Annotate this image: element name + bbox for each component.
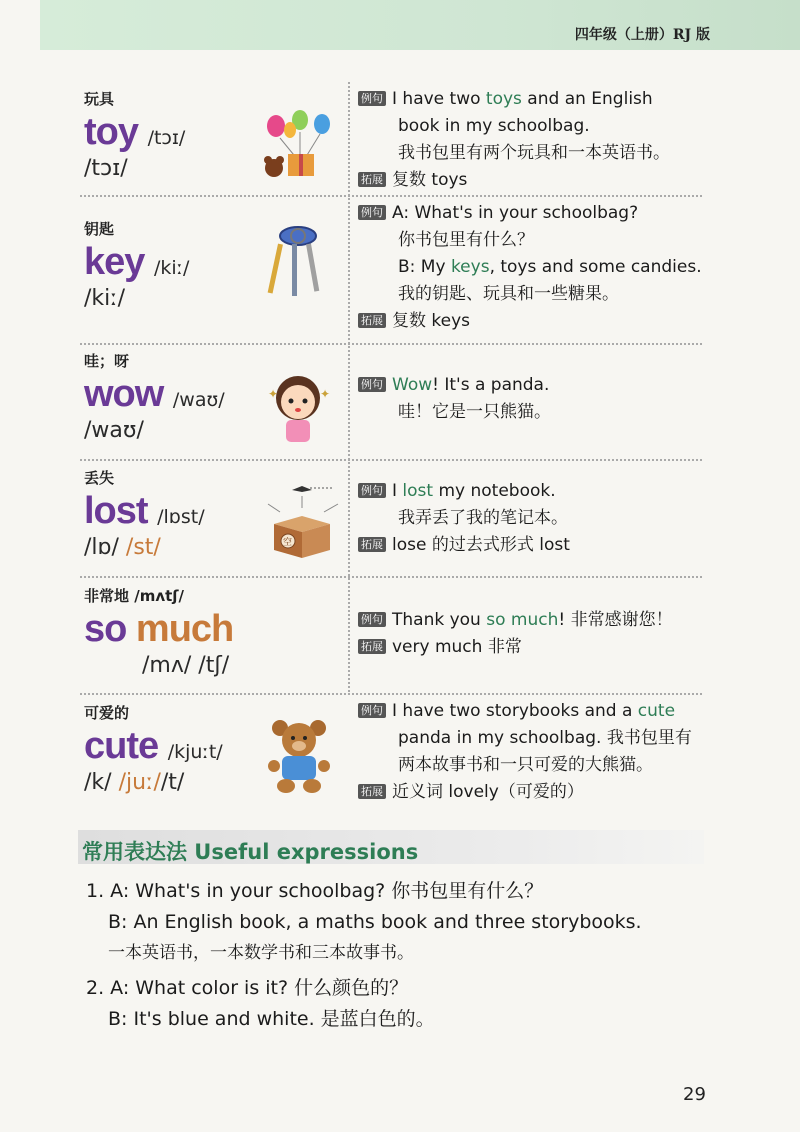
expand-tag: 拓展: [358, 172, 386, 187]
example-text: ! 非常感谢您！: [558, 610, 673, 630]
example-translation: 我的钥匙、玩具和一些糖果。: [398, 284, 619, 304]
phonics-part: /mʌ/: [142, 653, 192, 678]
word-meaning: 丢失: [84, 469, 115, 487]
phonics-split: /tɔɪ/: [84, 156, 128, 181]
word-meaning: 哇；呀: [84, 352, 130, 370]
example-text: ! It's a panda.: [432, 375, 550, 395]
headword-text: cute: [84, 725, 159, 767]
example-tag: 例句: [358, 205, 386, 220]
example-text: I: [392, 481, 403, 501]
expand-text: 近义词 lovely（可爱的）: [392, 782, 584, 802]
example-tag: 例句: [358, 91, 386, 106]
headword-text: much: [135, 608, 234, 650]
phonics-part: /tʃ/: [198, 653, 230, 678]
example-translation: 两本故事书和一只可爱的大熊猫。: [398, 755, 653, 775]
phonics-split: /waʊ/: [84, 418, 144, 443]
row-separator: [80, 576, 702, 578]
word-meaning: 钥匙: [84, 220, 115, 238]
girl-icon: [262, 368, 334, 446]
example-text: A: What's in your schoolbag?: [392, 203, 639, 223]
phonetic: /kiː/: [153, 257, 190, 279]
example-text: I have two: [392, 89, 486, 109]
box-label: 空: [283, 538, 293, 548]
example-text: Thank you: [392, 610, 487, 630]
teddy-bear-icon: [266, 716, 332, 796]
row-separator: [80, 343, 702, 345]
expression-line: 1. A: What's in your schoolbag? 你书包里有什么？: [86, 880, 544, 902]
expression-line: B: It's blue and white. 是蓝白色的。: [108, 1008, 435, 1030]
expand-tag: 拓展: [358, 537, 386, 552]
phonics-part: /t/: [160, 770, 185, 795]
useful-expressions-list: [86, 876, 726, 1035]
svg-text:✦: ✦: [268, 387, 279, 401]
keys-icon: [262, 222, 332, 300]
example-key: [358, 200, 708, 335]
example-tag: 例句: [358, 377, 386, 392]
phonetic: /waʊ/: [172, 389, 225, 411]
headword-text: wow: [84, 373, 164, 415]
headword-text: so: [84, 608, 127, 650]
vocab-entry-so-much: [84, 585, 354, 678]
example-text: book in my schoolbag.: [398, 116, 590, 136]
phonics-split: [84, 653, 354, 678]
svg-text:✦: ✦: [320, 387, 331, 401]
example-so-much: [358, 607, 708, 661]
highlight-word: keys: [450, 257, 490, 277]
highlight-word: cute: [637, 701, 676, 721]
example-tag: 例句: [358, 703, 386, 718]
expand-tag: 拓展: [358, 639, 386, 654]
highlight-word: toys: [485, 89, 522, 109]
row-separator: [80, 693, 702, 695]
highlight-word: so much: [486, 610, 559, 630]
expand-text: lose 的过去式形式 lost: [392, 535, 570, 555]
phonetic: /kjuːt/: [167, 741, 223, 763]
example-text: panda in my schoolbag. 我书包里有: [398, 728, 692, 748]
expand-tag: 拓展: [358, 313, 386, 328]
expand-text: 复数 toys: [392, 170, 468, 190]
expression-line: 一本英语书，一本数学书和三本故事书。: [108, 943, 414, 963]
example-text: and an English: [521, 89, 653, 109]
example-translation: 我书包里有两个玩具和一本英语书。: [398, 143, 670, 163]
useful-expressions-title: 常用表达法 Useful expressions: [82, 840, 419, 864]
phonetic: /lɒst/: [157, 506, 205, 528]
example-text: my notebook.: [433, 481, 556, 501]
grade-label: 四年级（上册）RJ 版: [574, 27, 710, 43]
expression-line: 2. A: What color is it? 什么颜色的？: [86, 977, 409, 999]
word-meaning: 可爱的: [84, 704, 130, 722]
row-separator: [80, 195, 702, 197]
headword-text: toy: [84, 111, 138, 153]
word-meaning: 玩具: [84, 90, 115, 108]
expand-tag: 拓展: [358, 784, 386, 799]
headword-text: key: [84, 241, 145, 283]
example-toy: [358, 86, 708, 194]
phonics-split: /kiː/: [84, 286, 126, 311]
example-text: I have two storybooks and a: [392, 701, 638, 721]
example-translation: 你书包里有什么？: [398, 230, 534, 250]
word-meaning: 非常地 /mʌtʃ/: [84, 587, 184, 605]
phonics-part: /juː/: [118, 770, 161, 795]
empty-box-icon: [262, 478, 344, 562]
phonics-part: /lɒ/: [84, 535, 119, 560]
row-separator: [80, 459, 702, 461]
highlight-word: Wow: [392, 375, 433, 395]
phonetic: /tɔɪ/: [147, 127, 186, 149]
headword: [84, 608, 354, 651]
balloons-gift-icon: [258, 110, 340, 184]
expand-text: very much 非常: [392, 637, 522, 657]
example-text: B: My: [398, 257, 451, 277]
highlight-word: lost: [402, 481, 434, 501]
headword-text: lost: [84, 490, 148, 532]
expression-line: B: An English book, a maths book and three storybooks.: [108, 911, 642, 933]
example-cute: [358, 698, 708, 806]
phonics-part: /k/: [84, 770, 112, 795]
example-text: , toys and some candies.: [489, 257, 702, 277]
phonics-part: /st/: [125, 535, 161, 560]
example-wow: [358, 372, 708, 426]
page-number: 29: [683, 1084, 706, 1105]
example-translation: 哇！它是一只熊猫。: [398, 402, 551, 422]
example-tag: 例句: [358, 612, 386, 627]
example-lost: [358, 478, 708, 559]
example-translation: 我弄丢了我的笔记本。: [398, 508, 568, 528]
expand-text: 复数 keys: [392, 311, 471, 331]
example-tag: 例句: [358, 483, 386, 498]
